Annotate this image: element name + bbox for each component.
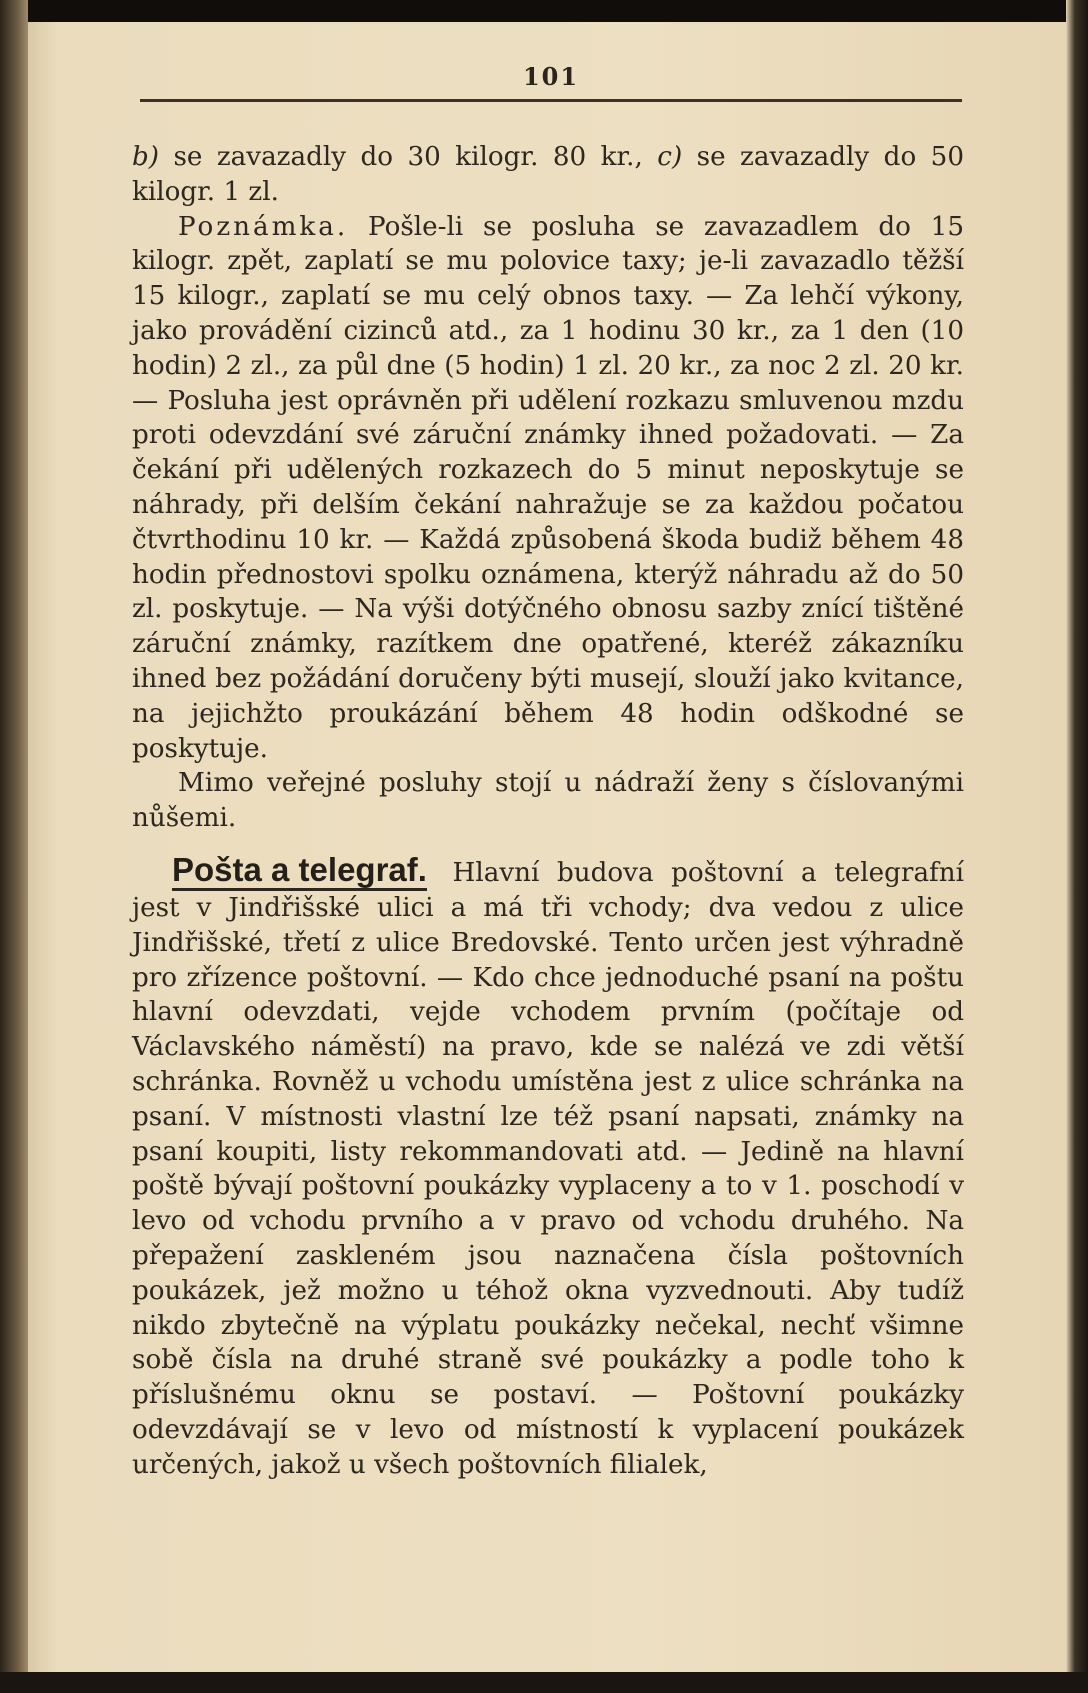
page-bottom-edge (0, 1672, 1088, 1693)
paragraph-post-telegraph (132, 852, 964, 1483)
note-label: Poznámka. (178, 211, 349, 242)
book-spine (0, 0, 28, 1693)
label-c: c) (657, 142, 683, 172)
page-number: 101 (522, 62, 580, 91)
section-heading: Pošta a telegraf. (172, 852, 427, 891)
paragraph-women-porters: Mimo veřejné posluhy stojí u nádraží ženy s číslovanými nůšemi. (132, 768, 964, 834)
page-top-edge (0, 0, 1088, 22)
note-text: Pošle-li se posluha se zavazadlem do 15 kilogr. zpět, zaplatí se mu polovice taxy; je-li zavazadlo těžší 15 kilogr., zaplatí se mu celý obnos taxy. — Za lehčí výkony, jako provádění cizinců atd., za 1 hodinu 30 kr., za 1 den (10 hodin) 2 zl., za půl dne (5 hodin) 1 zl. 20 kr., za noc 2 zl. 20 kr. — Posluha jest oprávněn při udělení rozkazu smluvenou mzdu proti odevzdání své záruční známky ihned požadovati. — Za čekání při udělených rozkazech do 5 minut neposkytuje se náhrady, při delším čekání nahražuje se za každou počatou čtvrthodinu 10 kr. — Každá způsobená škoda budiž během 48 hodin přednostovi spolku oznámena, kterýž náhradu až do 50 zl. poskytuje. — Na výši dotýčného obnosu sazby znící tištěné záruční známky, razítkem dne opatřené, kteréž zákazníku ihned bez požádání doručeny býti musejí, slouží jako kvitance, na jejichžto proukázání během 48 hodin odškodné se poskytuje. (132, 211, 964, 764)
text-c: se zavazadly do 50 kilogr. 1 zl. (132, 142, 964, 207)
body-text (132, 140, 964, 1482)
page-right-edge (1066, 0, 1088, 1693)
text-b: se zavazadly do 30 kilogr. 80 kr., (158, 142, 658, 172)
paragraph-b-c (132, 140, 964, 210)
paragraph-note (132, 210, 964, 767)
header-rule (140, 99, 962, 102)
label-b: b) (132, 142, 159, 172)
section-text: Hlavní budova poštovní a telegrafní jest v Jindřišské ulici a má tři vchody; dva vedou z ulice Jindřišské, třetí z ulice Bredovské. Tento určen jest výhradně pro zřízence poštovní. — Kdo chce jednoduché psaní na poštu hlavní odevzdati, vejde vchodem prvním (počítaje od Václavského náměstí) na pravo, kde se nalézá ve zdi větší schránka. Rovněž u vchodu umístěna jest z ulice schránka na psaní. V místnosti vlastní lze též psaní napsati, známky na psaní koupiti, listy rekommandovati atd. — Jedině na hlavní poště bývají poštovní poukázky vyplaceny a to v 1. poschodí v levo od vchodu prvního a v pravo od vchodu druhého. Na přepažení zaskleném jsou naznačena čísla poštovních poukázek, jež možno u téhož okna vyzvednouti. Aby tudíž nikdo zbytečně na výplatu poukázky nečekal, nechť všimne sobě čísla na druhé straně své poukázky a podle toho k příslušnému oknu se postaví. — Poštovní poukázky odevzdávají se v levo od místností k vyplacení poukázek určených, jakož u všech poštovních filialek, (132, 857, 964, 1480)
